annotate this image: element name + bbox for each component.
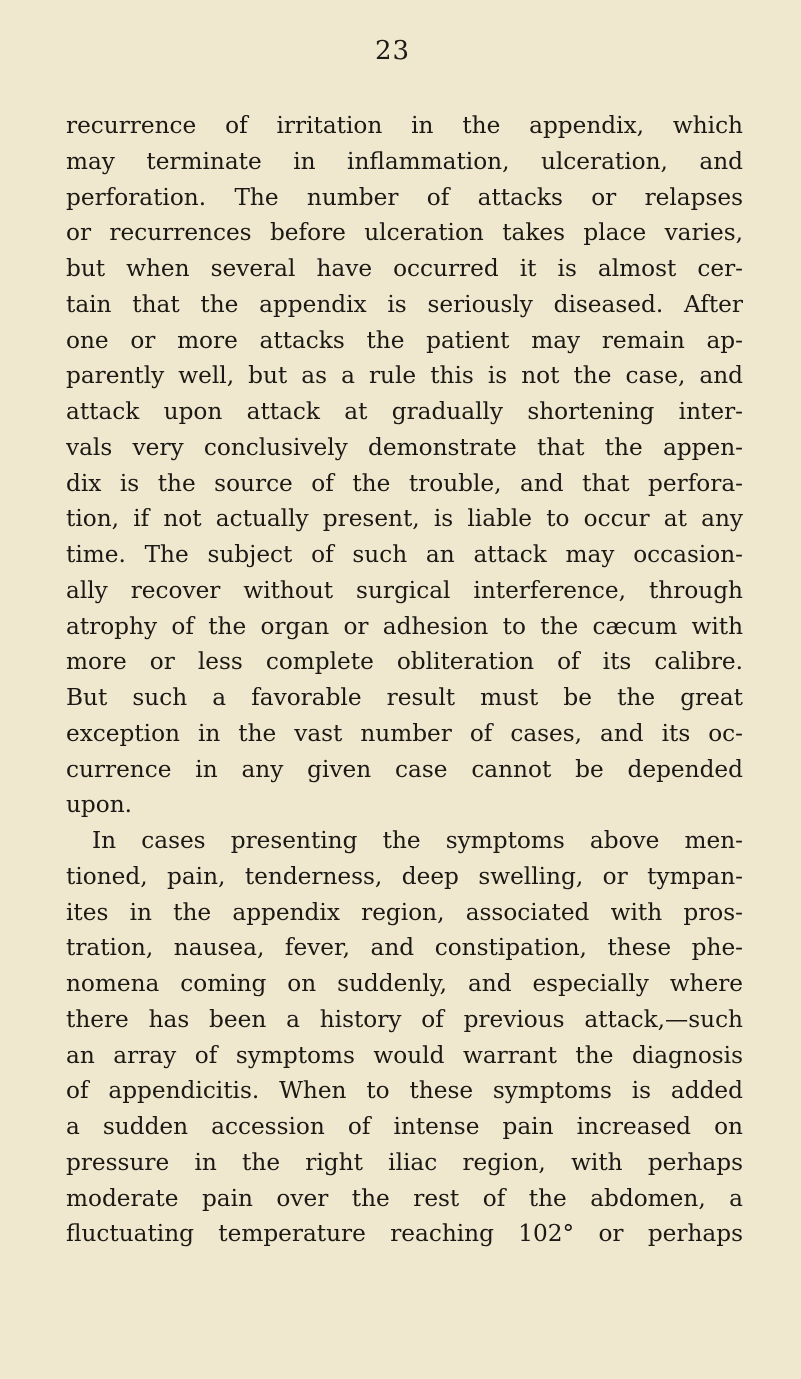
- text-line: ites in the appendix region, associated with pros-: [66, 898, 743, 926]
- page-number: 23: [375, 36, 411, 66]
- text-line: attack upon attack at gradually shortening inter-: [66, 398, 743, 425]
- text-line: of appendicitis. When to these symptoms is added: [66, 1077, 743, 1105]
- text-line: nomena coming on suddenly, and especially where: [66, 970, 743, 997]
- text-line: an array of symptoms would warrant the diagnosis: [66, 1041, 743, 1069]
- text-line: more or less complete obliteration of its calibre.: [66, 648, 743, 676]
- text-line: moderate pain over the rest of the abdomen, a: [66, 1184, 743, 1212]
- text-line: pressure in the right iliac region, with perhaps: [66, 1148, 743, 1176]
- text-line: parently well, but as a rule this is not the case, and: [66, 362, 743, 390]
- text-line: tioned, pain, tenderness, deep swelling, or tympan-: [66, 862, 743, 890]
- text-line: atrophy of the organ or adhesion to the cæcum with: [66, 612, 743, 640]
- text-line: but when several have occurred it is almost cer-: [66, 255, 743, 282]
- text-line: vals very conclusively demonstrate that the appen-: [66, 433, 743, 461]
- text-line: ally recover without surgical interference, through: [66, 576, 743, 604]
- text-line: exception in the vast number of cases, and its oc-: [66, 719, 743, 747]
- text-line: time. The subject of such an attack may occasion-: [66, 541, 743, 568]
- text-line: may terminate in inflammation, ulceration, and: [66, 147, 743, 175]
- text-line: tration, nausea, fever, and constipation, these phe-: [66, 934, 743, 962]
- text-line: a sudden accession of intense pain increased on: [66, 1113, 743, 1140]
- body-text: [66, 108, 743, 1252]
- text-line: or recurrences before ulceration takes place varies,: [66, 219, 743, 247]
- paragraph-start-line: In cases presenting the symptoms above men-: [92, 827, 743, 854]
- paragraph-end-line: upon.: [66, 791, 133, 819]
- text-line: perforation. The number of attacks or relapses: [66, 183, 743, 211]
- text-line: tain that the appendix is seriously diseased. After: [66, 290, 743, 318]
- text-line: fluctuating temperature reaching 102° or perhaps: [66, 1220, 743, 1248]
- text-line: tion, if not actually present, is liable to occur at any: [66, 505, 743, 533]
- text-line: dix is the source of the trouble, and that perfora-: [66, 469, 743, 497]
- text-line: there has been a history of previous attack,—such: [66, 1005, 743, 1033]
- text-line: currence in any given case cannot be depended: [66, 755, 743, 783]
- text-line: recurrence of irritation in the appendix, which: [66, 112, 743, 139]
- text-line: But such a favorable result must be the great: [66, 684, 743, 711]
- text-line: one or more attacks the patient may remain ap-: [66, 326, 743, 354]
